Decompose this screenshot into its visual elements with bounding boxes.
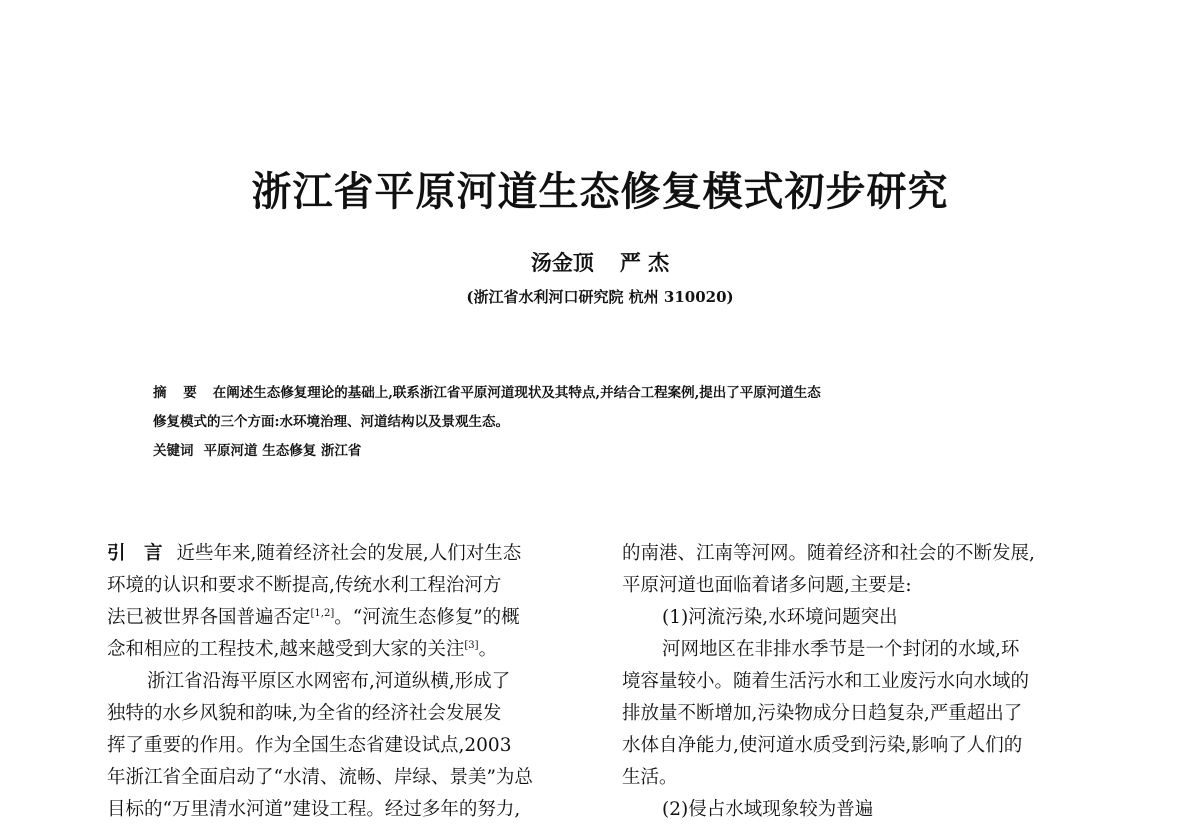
affiliation: (浙江省水利河口研究院 杭州 310020) bbox=[466, 288, 734, 306]
keywords bbox=[153, 439, 1053, 459]
paragraph-line: 的南港、江南等河网。随着经济和社会的不断发展, bbox=[622, 543, 1035, 564]
paragraph-line: 浙江省沿海平原区水网密布,河道纵横,形成了 bbox=[147, 671, 511, 692]
abstract-line-1 bbox=[153, 381, 1053, 401]
text-line: 近些年来,随着经济社会的发展,人们对生态 bbox=[176, 543, 522, 564]
paragraph-line bbox=[107, 538, 533, 570]
paragraph-line: 水体自净能力,使河道水质受到污染,影响了人们的 bbox=[622, 735, 1023, 756]
author-2: 严 杰 bbox=[619, 251, 670, 275]
text-run: 。 bbox=[478, 639, 498, 660]
paragraph-line: 生活。 bbox=[622, 767, 678, 788]
text-run: 念和相应的工程技术,越来越受到大家的关注 bbox=[107, 639, 465, 660]
intro-label: 引 言 bbox=[107, 543, 169, 564]
section-heading: (2)侵占水域现象较为普遍 bbox=[662, 799, 874, 820]
paragraph-line bbox=[107, 602, 533, 634]
abstract-label: 摘 要 bbox=[153, 385, 203, 401]
authors bbox=[0, 247, 1200, 277]
paragraph-line: 环境的认识和要求不断提高,传统水利工程治河方 bbox=[107, 575, 502, 596]
paragraph-line: 境容量较小。随着生活污水和工业废污水向水域的 bbox=[622, 671, 1030, 692]
body-column-right bbox=[622, 538, 1035, 826]
abstract-line-2 bbox=[153, 410, 1053, 430]
paragraph-line: 年浙江省全面启动了“水清、流畅、岸绿、景美”为总 bbox=[107, 767, 533, 788]
paragraph-line: 独特的水乡风貌和韵味,为全省的经济社会发展发 bbox=[107, 703, 502, 724]
abstract-text-2: 修复模式的三个方面:水环境治理、河道结构以及景观生态。 bbox=[153, 414, 509, 430]
section-heading: (1)河流污染,水环境问题突出 bbox=[662, 607, 898, 628]
paper-title: 浙江省平原河道生态修复模式初步研究 bbox=[251, 169, 949, 215]
citation-ref: [1,2] bbox=[310, 607, 335, 619]
paragraph-line: 河网地区在非排水季节是一个封闭的水域,环 bbox=[662, 639, 1020, 660]
text-run: 。“河流生态修复”的概 bbox=[334, 607, 520, 628]
body-column-left bbox=[107, 538, 533, 826]
paragraph-line: 挥了重要的作用。作为全国生态省建设试点,2003 bbox=[107, 735, 512, 756]
paragraph-line: 排放量不断增加,污染物成分日趋复杂,严重超出了 bbox=[622, 703, 1023, 724]
citation-ref: [3] bbox=[464, 639, 479, 651]
keywords-label: 关键词 bbox=[153, 443, 194, 459]
paragraph-line: 平原河道也面临着诸多问题,主要是: bbox=[622, 575, 912, 596]
author-1: 汤金顶 bbox=[530, 251, 594, 275]
paragraph-line: 目标的“万里清水河道”建设工程。经过多年的努力, bbox=[107, 799, 521, 820]
abstract-text-1: 在阐述生态修复理论的基础上,联系浙江省平原河道现状及其特点,并结合工程案例,提出了平原河道生态 bbox=[212, 385, 821, 401]
paragraph-line bbox=[107, 634, 533, 666]
text-run: 法已被世界各国普遍否定 bbox=[107, 607, 311, 628]
keywords-text: 平原河道 生态修复 浙江省 bbox=[203, 443, 362, 459]
